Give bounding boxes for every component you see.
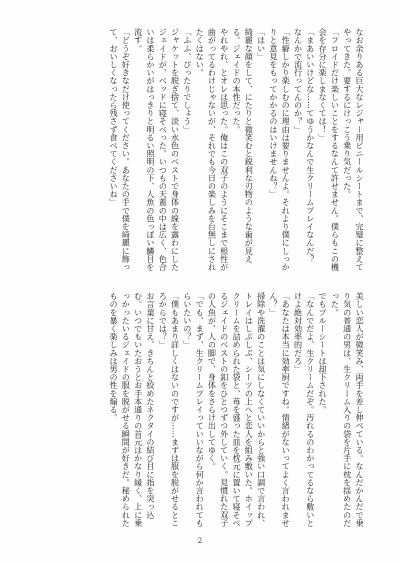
paragraph: なお余りある巨大なレジャー用ビニールシートまで、完璧に整えてやってきた。要するにけっこう乗り気だった。 [342, 28, 365, 271]
lower-text-tier [34, 292, 366, 530]
paragraph: 「まあいいけどな……てゆうかなんで生クリームプレイなんだ？ なんかで流行ってんのか？」 [293, 28, 316, 271]
paragraph: 「なんでだよ、生クリームだぞ。汚れるのわかってるなら敷いとけよ絶対効率的だろ」 [293, 292, 316, 527]
upper-text-tier [34, 28, 366, 278]
paragraph: ジャケットを脱ぎ捨て、淡い水色のベストで身体の線を露わにしたジェイドが、ベッドに寝そべった。いつもの天蓋の中は広く、色合いは柔らかいがはっきりと明るい照明の下、人魚の色っぽい鱗目を流す。 [133, 28, 181, 271]
paragraph: やれやれ、とオレは思った。俺はこの双子のようにそこまで根性が曲がってるわけじゃないが、それでも今日の楽しみを台無しにされたくはない。 [195, 28, 230, 271]
paragraph: 掃除や洗濯のことは気にしなくていいからと強い口調で言われ、トレイはしぶしぶ、シーツの上へと恋人を組み敷いた。ホイップクリームを詰められた袋と、苺を盛った皿を枕元に置いて寝そべるジェイドのベストの釦をひとつずつ外していく。見慣れた双子の人魚が、人の脚で、身体をさらけ出してゆく。 [207, 292, 267, 527]
paragraph: 「ふふ、ぴったりでしょう」 [182, 28, 193, 134]
paragraph: 「あなたは本当に効率厨ですね。情緒がないってよく言われません？」 [268, 292, 292, 527]
paragraph: 綺麗な顔をして、にたりと微笑むと鋭利な刃物のような歯が見える。ジェイドの本性だった。 [232, 28, 255, 263]
paragraph: 「はい」 [256, 28, 267, 61]
paragraph: 「僕もあまり詳しくはないのですが……まずは服を脱がせるところからでは？」 [158, 292, 181, 527]
page-number: 2 [197, 537, 203, 545]
paragraph: 「性癖しかり楽しむのに理由は要りませんよ。それより僕にしっかりと意見をもってかかるのはいけませんね？」 [268, 28, 292, 271]
paragraph: 「でも、まず、生クリームプレイっていいながら何か言われてもらいたいの？」 [182, 292, 206, 527]
paragraph: でもブルーシートは却下された。 [318, 292, 329, 414]
paragraph: 美しい恋人が微笑み、両手を差し伸べている。なんだかんだで乗り気の普通の男は、生クリーム入りの袋を片手に枕を揺めたのだった。 [330, 292, 365, 527]
paragraph: 「フロイドだけ楽しいことをするなんて許せません。僕らもこの機会を存分に楽しまなくては！」 [318, 28, 341, 271]
paragraph: お言葉に甘え、きちんと絞めたネクタイの結び目に指を突っ込む。いつでもいたおうとお手本通りの首元はかなり緩く、上に乗っかったいるジェイドの服を脱がせる瞬間が好きだ。秘められたものを暴く楽しみは男の性を煽る。 [109, 292, 156, 527]
paragraph: 「どうぞ好きなだけ使ってください。あなたの手で僕を綺麗に飾って、おいしくなったら残さず食べてくださいね」 [109, 28, 132, 271]
